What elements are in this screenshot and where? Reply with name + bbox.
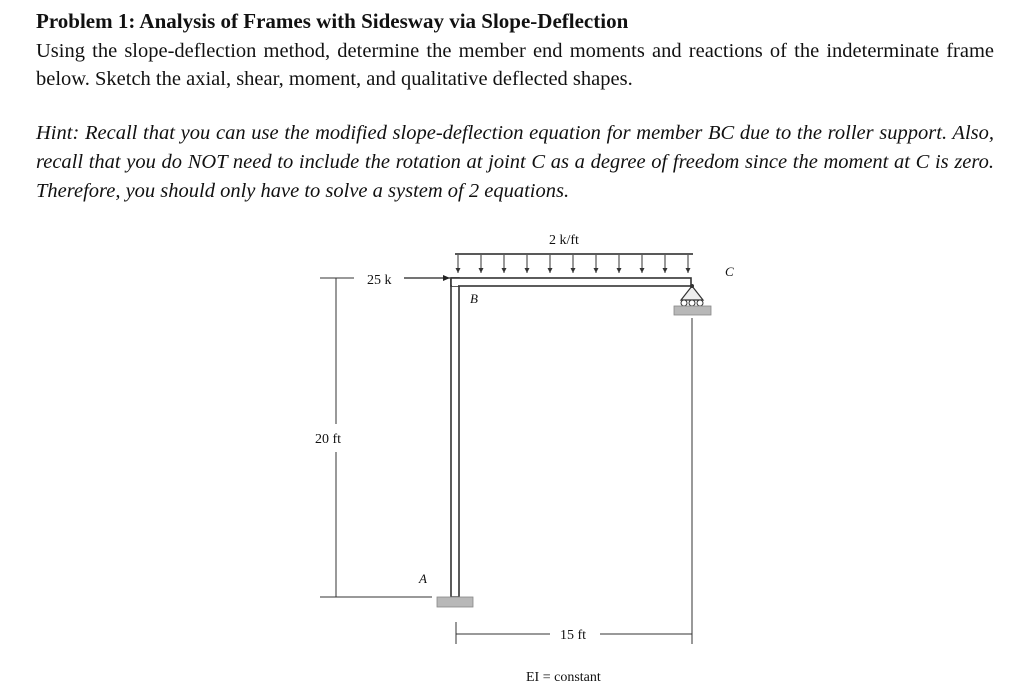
point-load-label: 25 k <box>367 273 392 288</box>
span-dimension <box>456 318 692 644</box>
roller-support <box>674 284 711 315</box>
problem-hint: Hint: Recall that you can use the modified slope-deflection equation for member BC due to the roller support. Also, recall that you do NOT need to include the rotation at joint C as a degree of freedom since the moment at C is zero. Therefore, you should only have to solve a system of 2 equations. <box>36 122 994 202</box>
distributed-load <box>455 254 693 273</box>
span-dimension-label: 15 ft <box>560 628 587 643</box>
problem-title: Problem 1: Analysis of Frames with Sidesway via Slope-Deflection <box>36 9 629 33</box>
distributed-load-label: 2 k/ft <box>549 233 579 248</box>
joint-a-label: A <box>419 571 427 586</box>
joint-b-label: B <box>470 291 478 306</box>
problem-statement: Using the slope-deflection method, determine the member end moments and reactions of the indeterminate frame below. Sketch the axial, shear, moment, and qualitative deflected shapes. <box>36 40 994 90</box>
height-dimension-label: 20 ft <box>315 432 342 447</box>
stiffness-note: EI = constant <box>526 670 601 685</box>
fixed-support <box>437 597 473 607</box>
frame-members <box>451 278 691 597</box>
joint-c-label: C <box>725 264 734 279</box>
